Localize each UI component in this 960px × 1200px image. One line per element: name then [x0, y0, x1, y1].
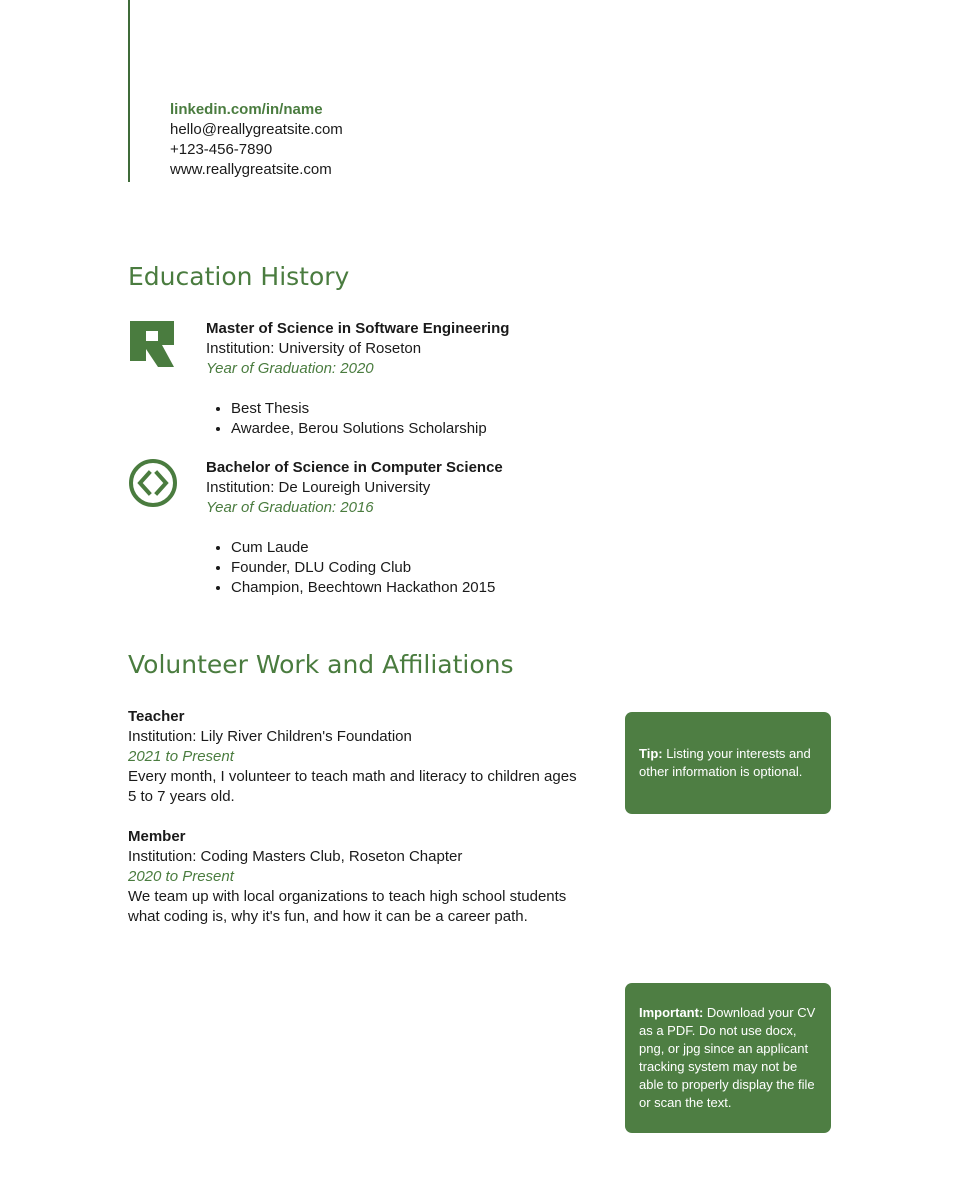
degree-title: Master of Science in Software Engineering: [206, 320, 510, 337]
honor-item: • Best Thesis: [231, 399, 626, 419]
volunteer-institution: Institution: Coding Masters Club, Roseton Chapter: [128, 848, 463, 865]
tip-label: Tip:: [639, 746, 663, 761]
institution-name: Institution: De Loureigh University: [206, 479, 431, 496]
important-note: [625, 983, 831, 1133]
volunteer-entry: [128, 707, 578, 807]
honors-list: [206, 399, 626, 439]
contact-block: [170, 100, 343, 180]
education-heading: Education History: [128, 262, 350, 291]
volunteer-entry: [128, 827, 578, 927]
important-text: Download your CV as a PDF. Do not use docx, png, or jpg since an applicant tracking system may not be able to properly display the file or scan the text.: [639, 1005, 816, 1110]
volunteer-dates: 2021 to Present: [128, 748, 234, 765]
volunteer-role: Teacher: [128, 708, 185, 725]
volunteer-dates: 2020 to Present: [128, 868, 234, 885]
linkedin-link[interactable]: linkedin.com/in/name: [170, 101, 323, 118]
graduation-year: Year of Graduation: 2016: [206, 499, 374, 516]
important-label: Important:: [639, 1005, 704, 1020]
honor-item: • Founder, DLU Coding Club: [231, 558, 626, 578]
website-link[interactable]: www.reallygreatsite.com: [170, 161, 332, 178]
contact-divider: [128, 0, 130, 182]
volunteer-role: Member: [128, 828, 186, 845]
volunteer-description: We team up with local organizations to teach high school students what coding is, why it's fun, and how it can be a career path.: [128, 888, 567, 925]
code-brackets-icon: [128, 458, 178, 508]
honor-item: • Champion, Beechtown Hackathon 2015: [231, 578, 626, 598]
graduation-year: Year of Graduation: 2020: [206, 360, 374, 377]
degree-title: Bachelor of Science in Computer Science: [206, 459, 503, 476]
honors-list: [206, 538, 626, 598]
volunteer-institution: Institution: Lily River Children's Foundation: [128, 728, 412, 745]
logo-r-icon: [128, 319, 178, 369]
honor-item: • Cum Laude: [231, 538, 626, 558]
volunteer-description: Every month, I volunteer to teach math and literacy to children ages 5 to 7 years old.: [128, 768, 577, 805]
tip-text: Listing your interests and other information is optional.: [639, 746, 811, 779]
institution-name: Institution: University of Roseton: [206, 340, 422, 357]
email-link[interactable]: hello@reallygreatsite.com: [170, 121, 343, 138]
phone-text: +123-456-7890: [170, 141, 273, 158]
volunteer-heading: Volunteer Work and Affiliations: [128, 650, 514, 679]
honor-item: • Awardee, Berou Solutions Scholarship: [231, 419, 626, 439]
tip-note: [625, 712, 831, 814]
